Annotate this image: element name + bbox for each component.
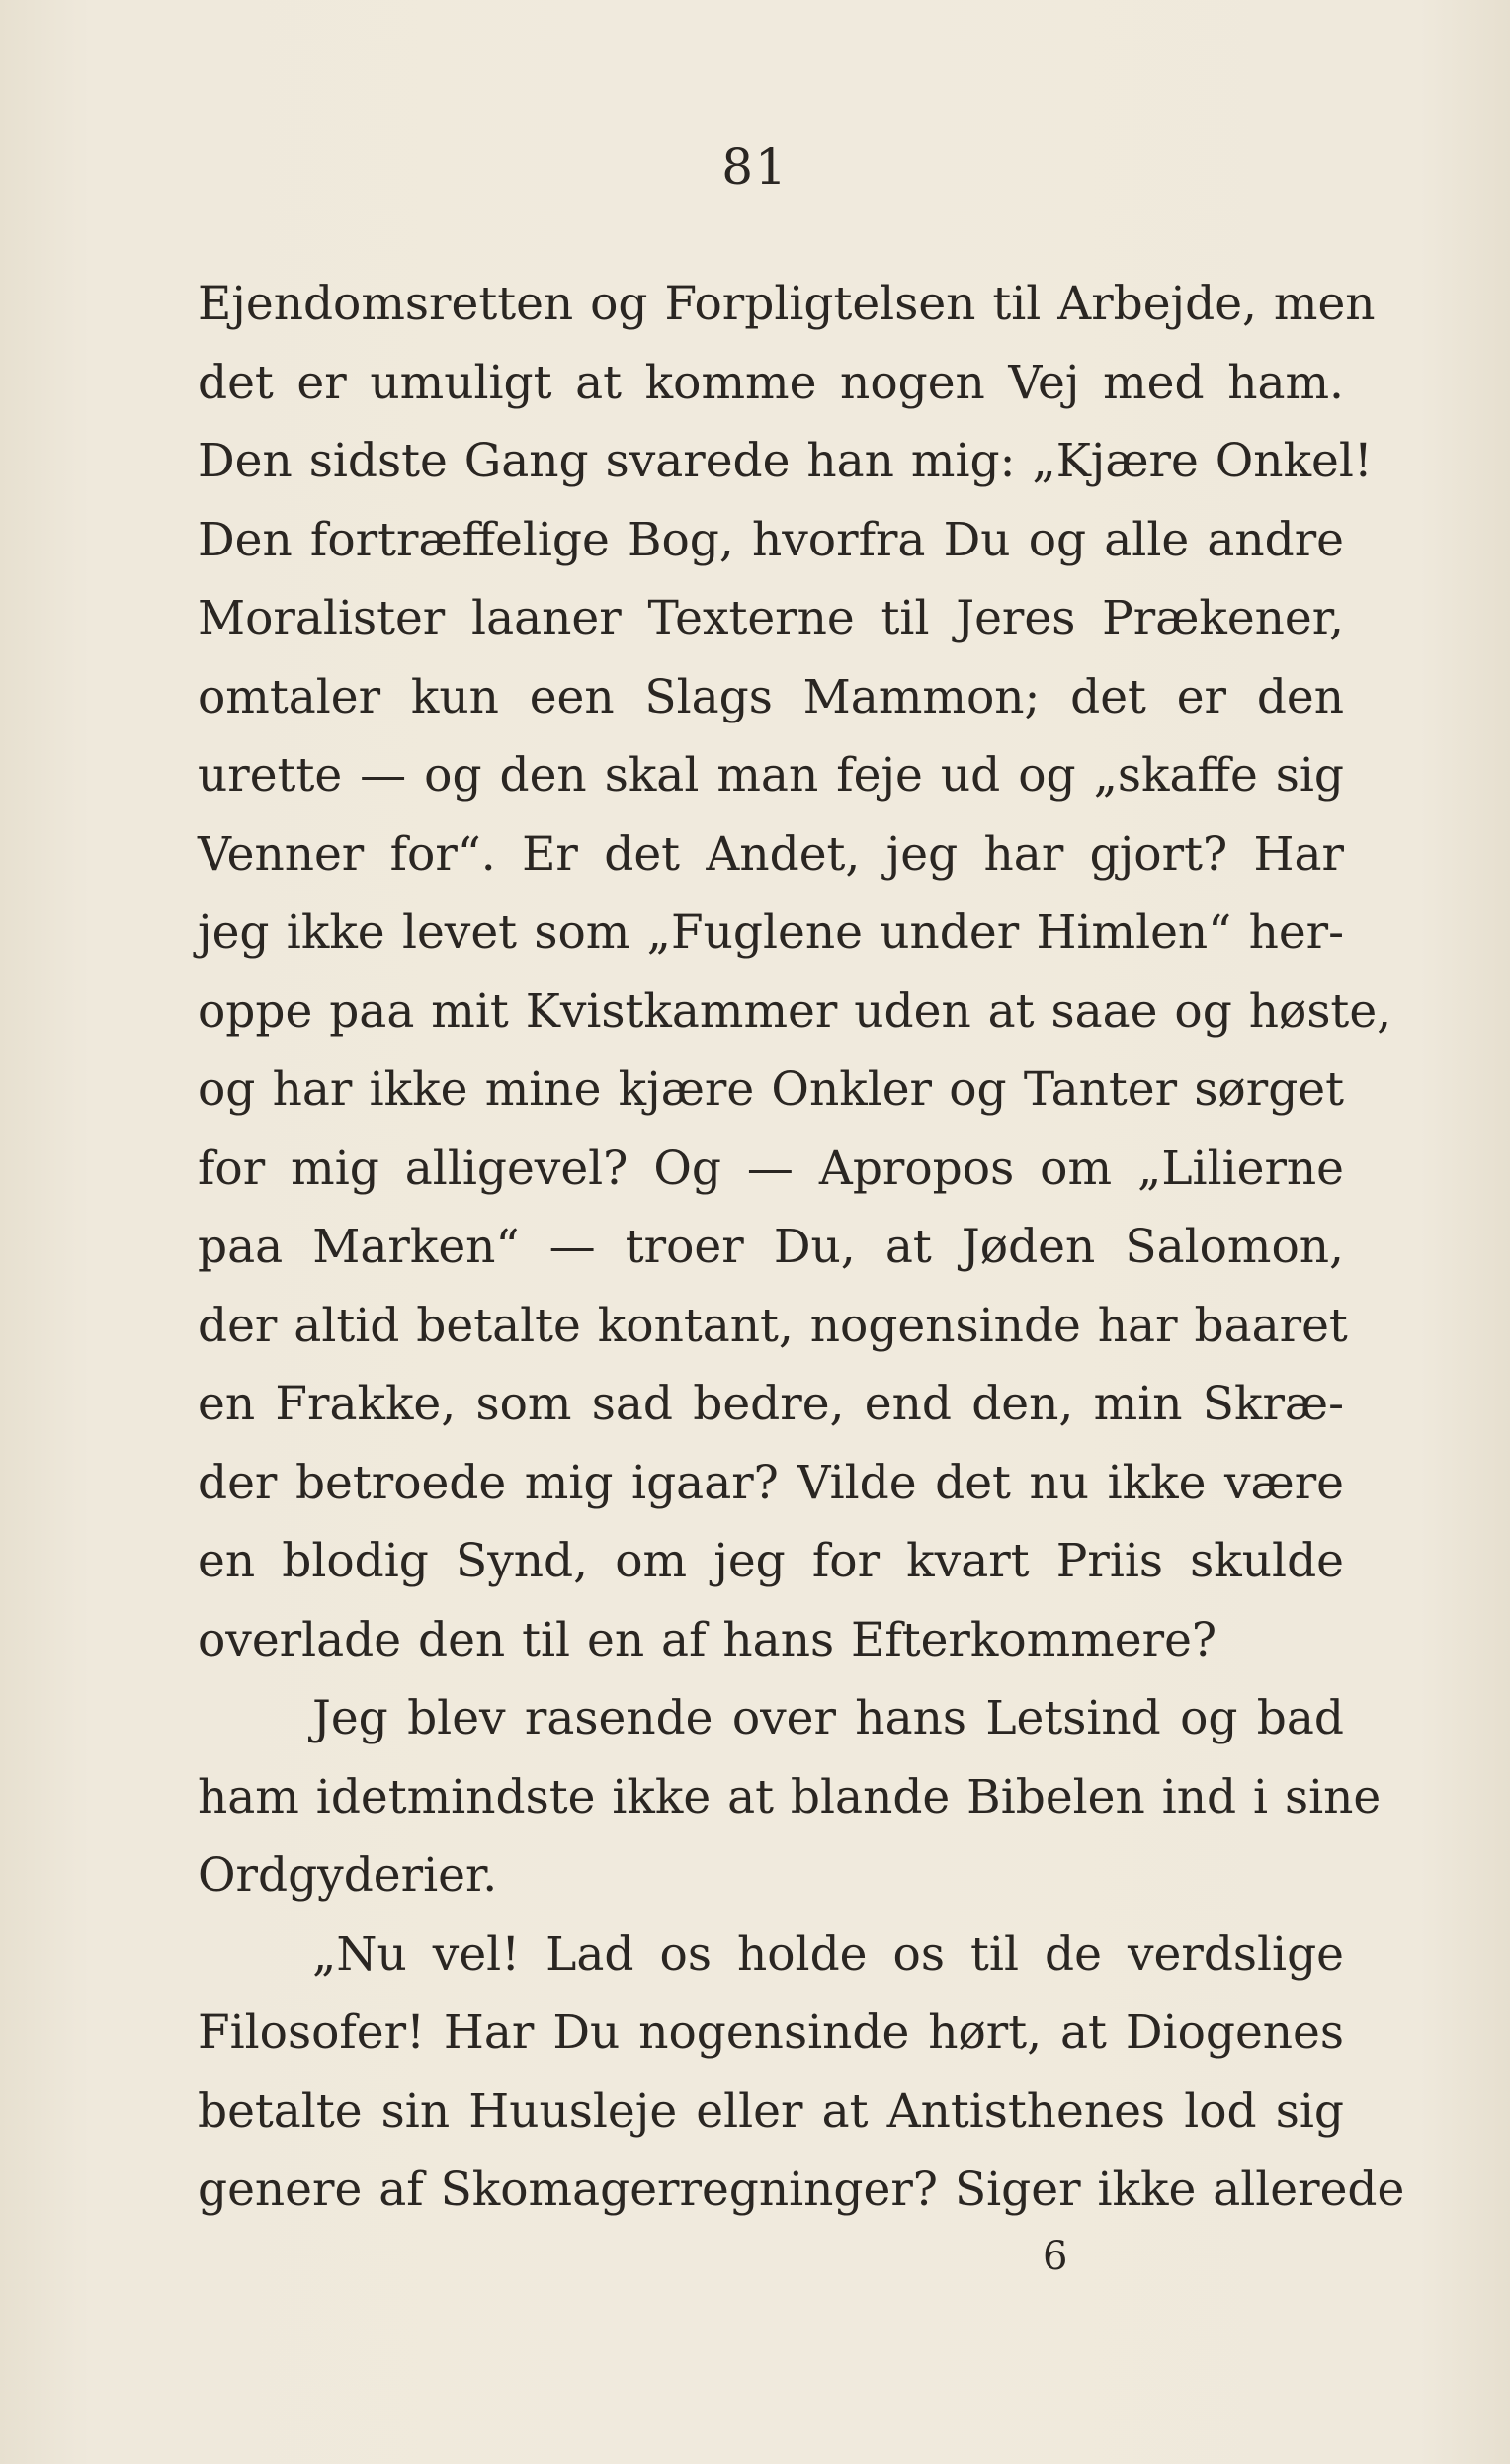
text-line: Filosofer! Har Du nogensinde hørt, at Diogenes — [198, 2005, 1344, 2060]
text-line: en Frakke, som sad bedre, end den, min Skræ- — [198, 1377, 1344, 1431]
page-number: 81 — [721, 138, 789, 196]
text-line: overlade den til en af hans Efterkommere? — [198, 1612, 1217, 1667]
text-line: Ejendomsretten og Forpligtelsen til Arbejde, men — [198, 277, 1376, 331]
text-line: paa Marken“ — troer Du, at Jøden Salomon, — [198, 1220, 1344, 1274]
text-line: for mig alligevel? Og — Apropos om „Lilierne — [198, 1141, 1344, 1196]
text-line: „Nu vel! Lad os holde os til de verdslige — [312, 1926, 1344, 1982]
text-line: Jeg blev rasende over hans Letsind og bad — [312, 1691, 1344, 1745]
text-line: Venner for“. Er det Andet, jeg har gjort? Har — [198, 826, 1344, 882]
text-line: Moralister laaner Texterne til Jeres Prækener, — [198, 591, 1344, 645]
text-line: Ordgyderier. — [198, 1848, 498, 1903]
text-line: Den fortræffelige Bog, hvorfra Du og alle andre — [198, 512, 1344, 567]
text-line: en blodig Synd, om jeg for kvart Priis skulde — [198, 1534, 1344, 1588]
text-line: og har ikke mine kjære Onkler og Tanter sørget — [198, 1062, 1344, 1117]
text-line: urette — og den skal man feje ud og „skaffe sig — [198, 748, 1344, 803]
text-line: det er umuligt at komme nogen Vej med ham. — [198, 355, 1344, 410]
text-line: oppe paa mit Kvistkammer uden at saae og høste, — [198, 983, 1392, 1039]
body-text — [198, 265, 1405, 2230]
text-line: betalte sin Huusleje eller at Antisthenes lod sig — [198, 2083, 1344, 2139]
text-line: Den sidste Gang svarede han mig: „Kjære Onkel! — [198, 434, 1373, 488]
text-line: genere af Skomagerregninger? Siger ikke allerede — [198, 2163, 1405, 2217]
text-line: omtaler kun een Slags Mammon; det er den — [198, 669, 1344, 724]
text-line: ham idetmindste ikke at blande Bibelen ind i sine — [198, 1769, 1382, 1825]
text-line: der betroede mig igaar? Vilde det nu ikke være — [198, 1455, 1344, 1510]
text-line: jeg ikke levet som „Fuglene under Himlen“ her- — [198, 905, 1344, 960]
text-line: der altid betalte kontant, nogensinde har baaret — [198, 1298, 1348, 1353]
signature-mark: 6 — [1043, 2234, 1068, 2279]
